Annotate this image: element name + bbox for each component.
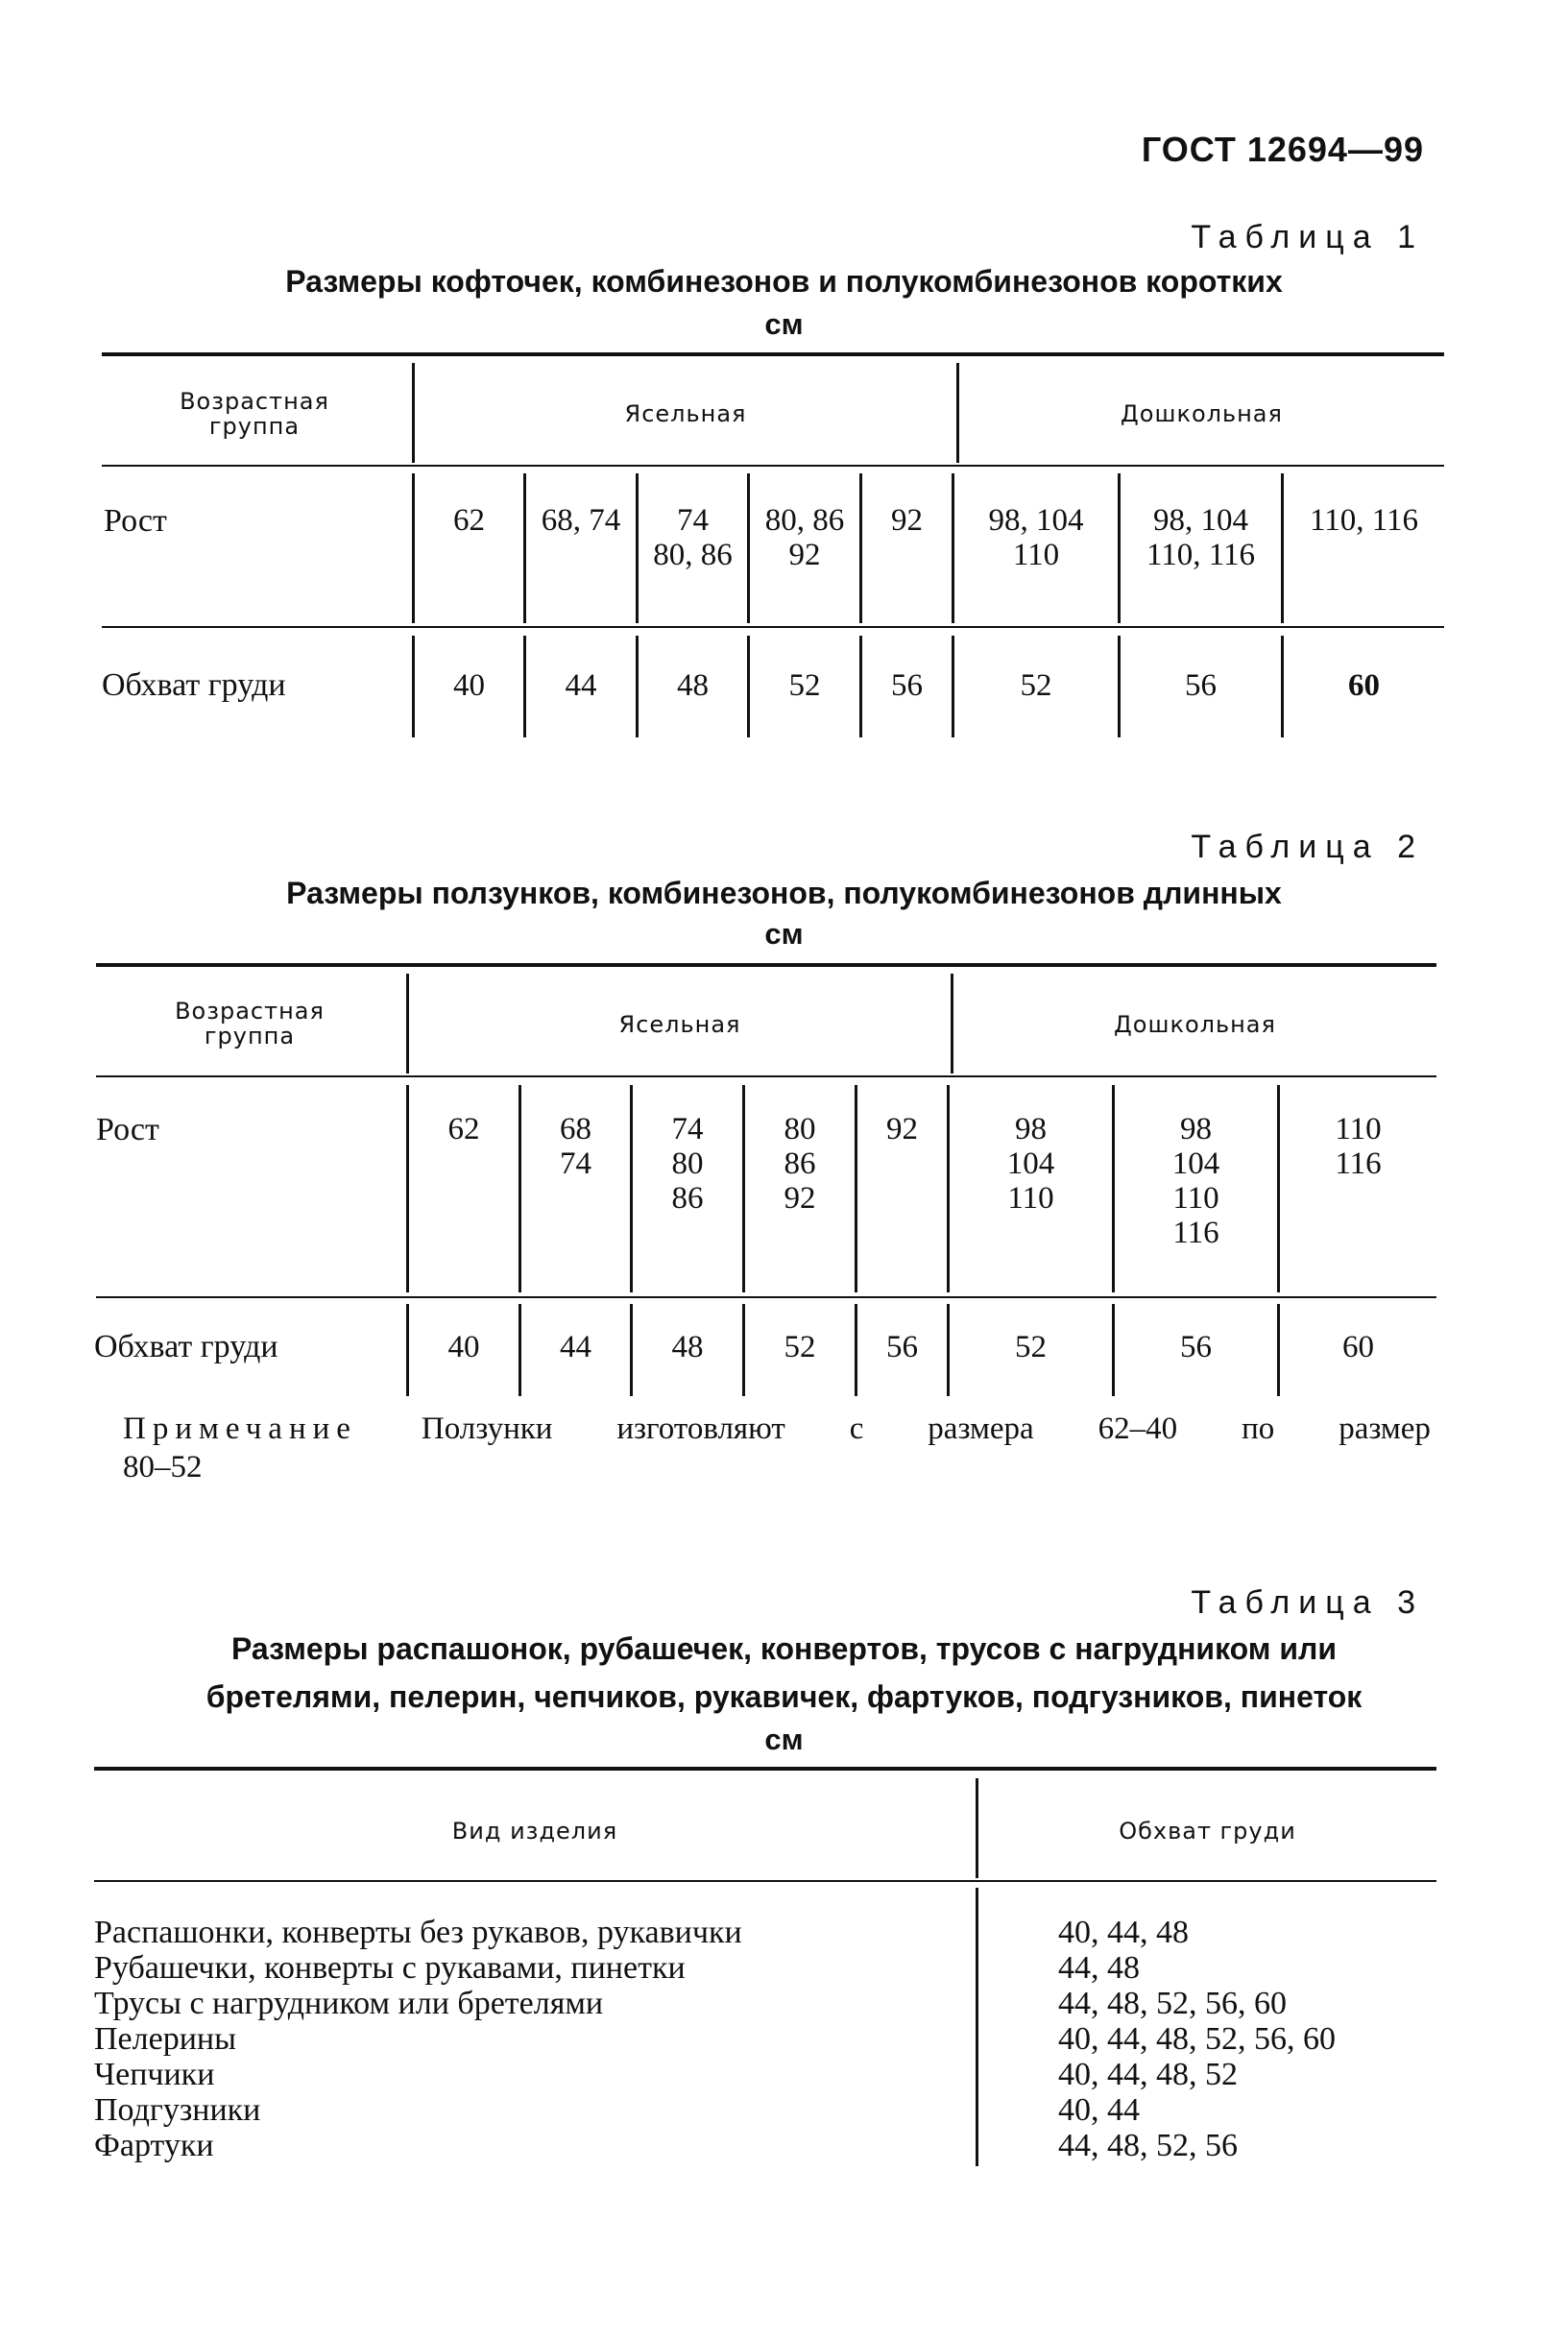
table2-height-cell: 110 116 xyxy=(1335,1112,1382,1181)
table3-items xyxy=(94,1915,742,2163)
table2-chest-cell: 40 xyxy=(447,1330,480,1364)
table1-height-label: Рост xyxy=(104,503,167,539)
table1-title-line: Размеры кофточек, комбинезонов и полукомбинезонов коротких xyxy=(285,264,1283,299)
table2-chest-cell: 52 xyxy=(1015,1330,1047,1364)
table2-chest-cell: 56 xyxy=(1180,1330,1212,1364)
table3-item: Пелерины xyxy=(94,2021,236,2057)
table1-units: см xyxy=(764,307,804,341)
table1-cell-divider xyxy=(1281,473,1284,623)
table1-preschool-header: Дошкольная xyxy=(1121,400,1283,427)
table1-number: Таблица 1 xyxy=(1191,219,1424,255)
table1-chest-cell: 44 xyxy=(565,668,597,703)
table2-chest-cell: 52 xyxy=(784,1330,816,1364)
table3-item: Распашонки, конверты без рукавов, рукавички xyxy=(94,1915,742,1950)
table1-row-rule xyxy=(102,626,1444,628)
note-word: размера xyxy=(928,1411,1034,1446)
table2-height-cell: 98 104 110 xyxy=(1006,1112,1055,1216)
table3-title xyxy=(0,1625,1568,1721)
table1-cell-divider xyxy=(859,473,862,623)
table2-nursery-header: Ясельная xyxy=(618,1011,741,1038)
table3-top-rule xyxy=(94,1767,1436,1771)
table2-chest-cell: 56 xyxy=(886,1330,918,1364)
table3-item: Рубашечки, конверты с рукавами, пинетки xyxy=(94,1950,686,1986)
table3-chest: 40, 44, 48 xyxy=(1058,1915,1189,1950)
table1-height-cell: 62 xyxy=(453,503,485,538)
table2-row-rule xyxy=(96,1296,1436,1298)
note-word: Ползунки xyxy=(421,1411,553,1446)
table2-chest-cell: 44 xyxy=(560,1330,591,1364)
table3-chest: 40, 44 xyxy=(1058,2092,1140,2128)
table2-header-rule xyxy=(96,1075,1436,1077)
note-word: по xyxy=(1242,1411,1275,1446)
table2-height-cell: 68 74 xyxy=(560,1112,591,1181)
table3-header-rule xyxy=(94,1880,1436,1882)
table3-chest: 40, 44, 48, 52 xyxy=(1058,2057,1238,2092)
table3-units: см xyxy=(764,1723,804,1756)
table3-item: Фартуки xyxy=(94,2128,214,2163)
table3-item: Чепчики xyxy=(94,2057,215,2092)
table3-chest-values xyxy=(1058,1915,1336,2163)
note-word: 62–40 xyxy=(1098,1411,1178,1446)
table2-height-cell: 92 xyxy=(886,1112,918,1146)
table3-chest: 44, 48 xyxy=(1058,1950,1140,1986)
table2-height-cell: 74 80 86 xyxy=(671,1112,704,1216)
table1-chest-cell: 60 xyxy=(1348,668,1380,703)
table1-height-cell: 68, 74 xyxy=(541,503,621,538)
note-word: размер xyxy=(1339,1411,1431,1446)
table3-body-divider xyxy=(976,1888,978,2166)
table2-height-label: Рост xyxy=(96,1112,159,1147)
note-word: с xyxy=(849,1411,864,1446)
table1-chest-label: Обхват груди xyxy=(102,667,286,703)
table3-item-header: Вид изделия xyxy=(451,1818,618,1845)
note-tail: 80–52 xyxy=(123,1450,203,1484)
table2-number: Таблица 2 xyxy=(1191,829,1424,865)
table2-top-rule xyxy=(96,963,1436,967)
table1-height-cell: 110, 116 xyxy=(1309,503,1419,538)
table2-title xyxy=(0,869,1568,917)
table2-chest-cell: 60 xyxy=(1342,1330,1374,1364)
table3-chest: 44, 48, 52, 56 xyxy=(1058,2128,1238,2163)
table1-chest-cell: 56 xyxy=(891,668,923,703)
table3-number: Таблица 3 xyxy=(1191,1584,1424,1621)
table1-cell-divider xyxy=(523,473,526,623)
table2-chest-cell: 48 xyxy=(671,1330,704,1364)
table2-chest-label: Обхват груди xyxy=(94,1329,278,1364)
table2-units: см xyxy=(764,917,804,951)
table3-item: Подгузники xyxy=(94,2092,261,2128)
table3-chest: 40, 44, 48, 52, 56, 60 xyxy=(1058,2021,1336,2057)
table1-chest-cell: 56 xyxy=(1185,668,1217,703)
table1-nursery-header: Ясельная xyxy=(624,400,747,427)
note-word: изготовляют xyxy=(616,1411,785,1446)
table1-chest-cell: 52 xyxy=(1020,668,1052,703)
table2-preschool-header: Дошкольная xyxy=(1114,1011,1276,1038)
table1-age-group-header: Возрастная группа xyxy=(180,388,329,440)
table3-chest: 44, 48, 52, 56, 60 xyxy=(1058,1986,1287,2021)
table2-title-line: Размеры ползунков, комбинезонов, полукомбинезонов длинных xyxy=(286,876,1282,910)
table1-title xyxy=(0,257,1568,305)
table1-chest-cell: 40 xyxy=(453,668,485,703)
table1-chest-cell: 48 xyxy=(677,668,709,703)
table2-note xyxy=(123,1410,1431,1486)
table3-title-line: бретелями, пелерин, чепчиков, рукавичек, фартуков, подгузников, пинеток xyxy=(205,1679,1363,1714)
table1-top-rule xyxy=(102,352,1444,356)
table2-height-cell: 62 xyxy=(447,1112,480,1146)
table1-height-cell: 98, 104 110, 116 xyxy=(1146,503,1256,572)
standard-designation: ГОСТ 12694—99 xyxy=(1141,130,1424,169)
table1-height-cell: 80, 86 92 xyxy=(764,503,845,572)
table1-header-rule xyxy=(102,465,1444,467)
table1-chest-cell: 52 xyxy=(788,668,821,703)
table2-height-cell: 80 86 92 xyxy=(784,1112,816,1216)
table1-height-cell: 74 80, 86 xyxy=(653,503,733,572)
table3-chest-header: Обхват груди xyxy=(1119,1818,1296,1845)
table3-title-line: Размеры распашонок, рубашечек, конвертов, трусов с нагрудником или xyxy=(230,1631,1338,1666)
table1-cell-divider xyxy=(412,473,415,623)
note-label: Примечание xyxy=(123,1411,357,1446)
table1-height-cell: 92 xyxy=(891,503,923,538)
table1-height-cell: 98, 104 110 xyxy=(988,503,1084,572)
table2-height-cell: 98 104 110 116 xyxy=(1171,1112,1220,1250)
table2-age-group-header: Возрастная группа xyxy=(175,998,325,1049)
table3-item: Трусы с нагрудником или бретелями xyxy=(94,1986,604,2021)
